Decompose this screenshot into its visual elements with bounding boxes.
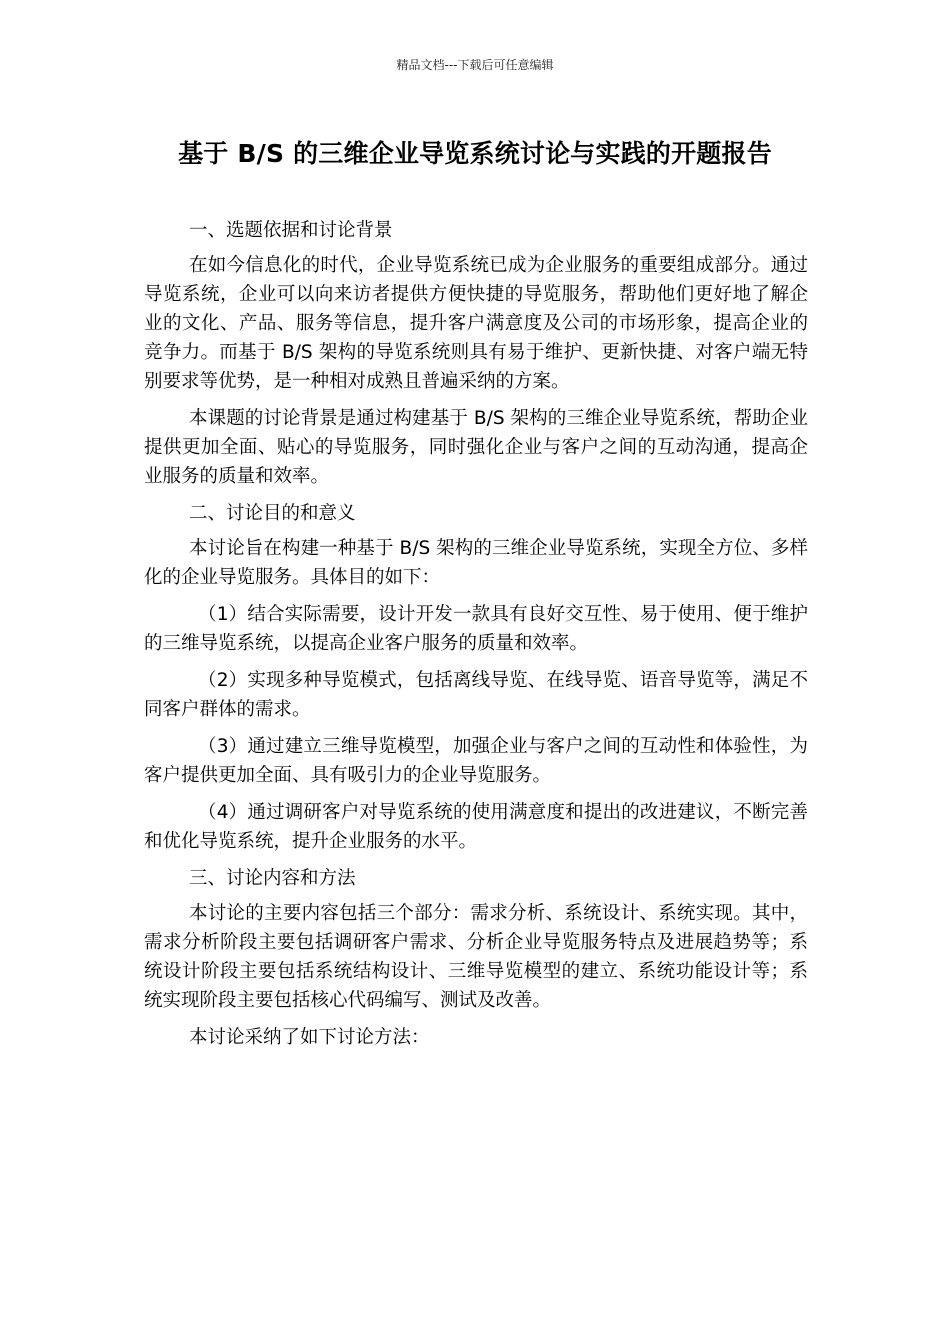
document-title: 基于 B/S 的三维企业导览系统讨论与实践的开题报告 (178, 139, 772, 168)
paragraph: 本课题的讨论背景是通过构建基于 B/S 架构的三维企业导览系统，帮助企业提供更加全面、贴心的导览服务，同时强化企业与客户之间的互动沟通，提高企业服务的质量和效率。 (144, 408, 808, 487)
list-item: （2）实现多种导览模式，包括离线导览、在线导览、语音导览等，满足不同客户群体的需求。 (144, 670, 808, 720)
list-item: （3）通过建立三维导览模型，加强企业与客户之间的互动性和体验性，为客户提供更加全面、具有吸引力的企业导览服务。 (144, 736, 808, 786)
section-heading-3: 三、讨论内容和方法 (189, 868, 356, 889)
paragraph: 本讨论采纳了如下讨论方法： (189, 1027, 430, 1048)
section-heading-2: 二、讨论目的和意义 (189, 503, 356, 524)
paragraph: 本讨论旨在构建一种基于 B/S 架构的三维企业导览系统，实现全方位、多样化的企业导览服务。具体目的如下： (144, 538, 808, 588)
paragraph: 本讨论的主要内容包括三个部分：需求分析、系统设计、系统实现。其中，需求分析阶段主要包括调研客户需求、分析企业导览服务特点及进展趋势等；系统设计阶段主要包括系统结构设计、三维导览模型的建立、系统功能设计等；系统实现阶段主要包括核心代码编写、测试及改善。 (144, 903, 808, 1011)
section-heading-1: 一、选题依据和讨论背景 (189, 220, 393, 241)
paragraph: 在如今信息化的时代，企业导览系统已成为企业服务的重要组成部分。通过导览系统，企业可以向来访者提供方便快捷的导览服务，帮助他们更好地了解企业的文化、产品、服务等信息，提升客户满意度及公司的市场形象，提高企业的竞争力。而基于 B/S 架构的导览系统则具有易于维护、更新快捷、对客户端无特别要求等优势，是一种相对成熟且普遍采纳的方案。 (144, 255, 808, 392)
list-item: （1）结合实际需要，设计开发一款具有良好交互性、易于使用、便于维护的三维导览系统，以提高企业客户服务的质量和效率。 (144, 604, 808, 654)
list-item: （4）通过调研客户对导览系统的使用满意度和提出的改进建议，不断完善和优化导览系统，提升企业服务的水平。 (144, 802, 808, 852)
page-header-note: 精品文档---下载后可任意编辑 (396, 58, 554, 72)
document-body (144, 216, 808, 1060)
